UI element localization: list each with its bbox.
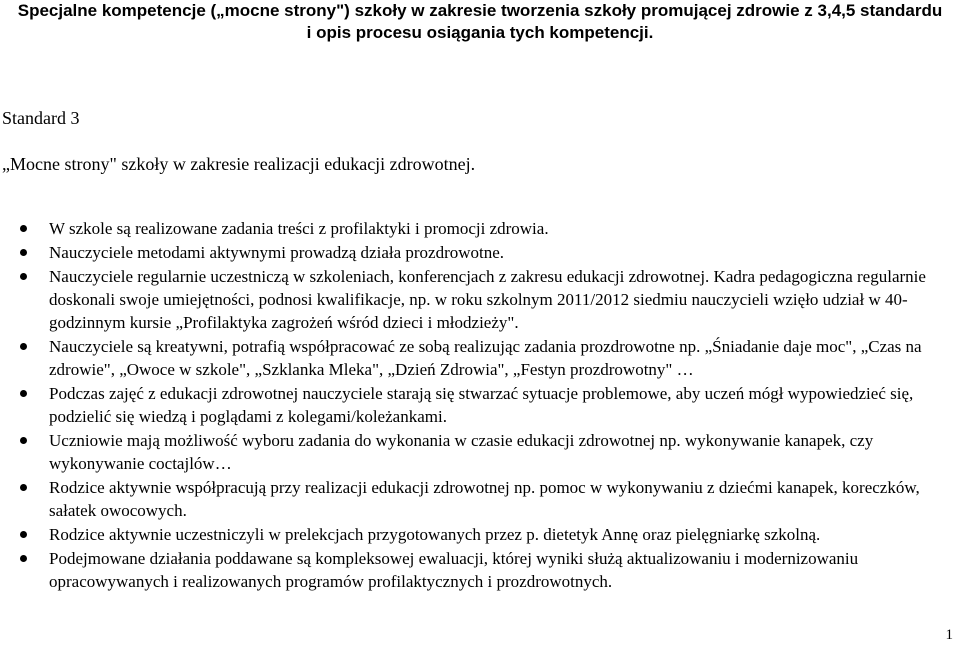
list-item-text: Podejmowane działania poddawane są kompleksowej ewaluacji, której wyniki służą aktualizowaniu i modernizowaniu opracowywanych i realizowanych programów profilaktycznych i prozdrowotnych. [49, 549, 859, 591]
bullet-icon [20, 249, 27, 256]
list-item-text: Nauczyciele metodami aktywnymi prowadzą działa prozdrowotne. [49, 243, 505, 262]
bullet-icon [20, 484, 27, 491]
bullet-icon [20, 390, 27, 397]
list-item-text: W szkole są realizowane zadania treści z profilaktyki i promocji zdrowia. [49, 219, 549, 238]
page-number: 1 [945, 627, 953, 643]
standard-label: Standard 3 [2, 108, 80, 128]
bullet-icon [20, 555, 27, 562]
list-item-text: Podczas zajęć z edukacji zdrowotnej nauczyciele starają się stwarzać sytuacje problemowe, aby uczeń mógł wypowiedzieć się, podzielić się wiedzą i poglądami z kolegami/koleżankami. [49, 384, 914, 426]
list-item [0, 335, 960, 381]
list-item-text: Rodzice aktywnie uczestniczyli w prelekcjach przygotowanych przez p. dietetyk Annę oraz pielęgniarkę szkolną. [49, 525, 821, 544]
list-item [0, 429, 960, 475]
list-item [0, 476, 960, 522]
bullet-icon [20, 437, 27, 444]
document-title [0, 0, 960, 44]
list-item-text: Rodzice aktywnie współpracują przy realizacji edukacji zdrowotnej np. pomoc w wykonywaniu z dziećmi kanapek, koreczków, sałatek owocowych. [49, 478, 920, 520]
list-item [0, 382, 960, 428]
list-item [0, 547, 960, 593]
list-item-text: Nauczyciele regularnie uczestniczą w szkoleniach, konferencjach z zakresu edukacji zdrowotnej. Kadra pedagogiczna regularnie doskonali swoje umiejętności, podnosi kwalifikacje, np. w roku szkolnym 2011/2012 siedmiu nauczycieli wzięło udział w 40-godzinnym kursie „Profilaktyka zagrożeń wśród dzieci i młodzieży". [49, 267, 926, 332]
bullet-icon [20, 531, 27, 538]
list-item-text: Uczniowie mają możliwość wyboru zadania do wykonania w czasie edukacji zdrowotnej np. wykonywanie kanapek, czy wykonywanie coctajlów… [49, 431, 874, 473]
list-item-text: Nauczyciele są kreatywni, potrafią współpracować ze sobą realizując zadania prozdrowotne np. „Śniadanie daje moc", „Czas na zdrowie", „Owoce w szkole", „Szklanka Mleka", „Dzień Zdrowia", „Festyn prozdrowotny" … [49, 337, 922, 379]
list-item [0, 217, 960, 240]
title-line-2: i opis procesu osiągania tych kompetencji. [306, 23, 654, 42]
bullet-icon [20, 273, 27, 280]
bullet-icon [20, 343, 27, 350]
standard-subtitle: „Mocne strony" szkoły w zakresie realizacji edukacji zdrowotnej. [2, 154, 476, 174]
competence-list [0, 217, 960, 594]
list-item [0, 265, 960, 334]
list-item [0, 241, 960, 264]
title-line-1: Specjalne kompetencje („mocne strony") szkoły w zakresie tworzenia szkoły promującej zdrowie z 3,4,5 standardu [17, 1, 943, 20]
bullet-icon [20, 225, 27, 232]
list-item [0, 523, 960, 546]
